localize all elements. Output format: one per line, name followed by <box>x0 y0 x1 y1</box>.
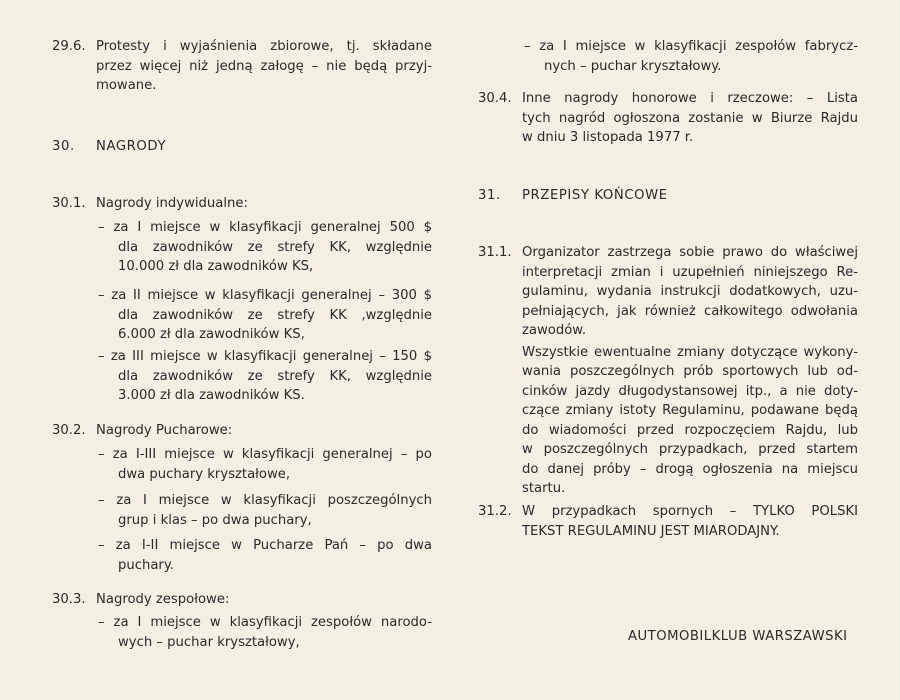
text-line: grup i klas – po dwa puchary, <box>118 512 312 528</box>
text-line: zawodów. <box>522 323 587 338</box>
text-line: przez więcej niż jedną załogę – nie będą przyj- <box>96 58 432 74</box>
text-line: Inne nagrody honorowe i rzeczowe: – Lista <box>522 91 858 106</box>
section-30-4 <box>478 89 858 148</box>
text-line: dla zawodników ze strefy KK, względnie <box>118 239 432 255</box>
list-item <box>98 613 432 652</box>
text-line: 10.000 zł dla zawodników KS, <box>118 259 314 274</box>
section-30-2 <box>52 421 432 441</box>
section-number: 29.6. <box>52 39 86 54</box>
list-item <box>98 286 432 345</box>
text-line: do danej próby – drogą ogłoszenia na miejscu <box>522 461 858 477</box>
text-line: startu. <box>522 481 566 496</box>
text-line: – za III miejsce w klasyfikacji generalnej – 150 $ <box>98 349 432 364</box>
section-number: 31. <box>478 188 501 203</box>
text-line: 6.000 zł dla zawodników KS, <box>118 327 305 342</box>
section-30-3 <box>52 590 432 610</box>
section-number: 30.3. <box>52 592 86 607</box>
section-30-heading <box>52 137 167 157</box>
text-line: Wszystkie ewentualne zmiany dotyczące wykony- <box>522 344 858 360</box>
list-item <box>98 347 432 406</box>
section-number: 30.4. <box>478 91 512 106</box>
section-title: Nagrody Pucharowe: <box>96 423 233 438</box>
text-line: nych – puchar kryształowy. <box>544 58 722 74</box>
text-line: Protesty i wyjaśnienia zbiorowe, tj. składane <box>96 39 432 54</box>
list-item <box>98 536 432 575</box>
text-line: w poszczególnych przypadkach, przed startem <box>522 442 858 457</box>
text-line: dla zawodników ze strefy KK ,względnie <box>118 307 432 323</box>
text-line: interpretacji zmian i uzupełnień niniejszego Re- <box>522 264 858 280</box>
section-title: NAGRODY <box>96 139 167 154</box>
text-line: pełniających, jak również całkowitego odwołania <box>522 303 858 319</box>
text-line: dwa puchary kryształowe, <box>118 466 291 482</box>
text-line: gulaminu, wydania instrukcji dodatkowych, uzu- <box>522 284 858 299</box>
text-line: – za I-III miejsce w klasyfikacji generalnej – po <box>98 447 432 462</box>
section-31-2 <box>478 502 858 541</box>
list-item <box>98 218 432 277</box>
section-30-1 <box>52 194 432 214</box>
section-number: 31.1. <box>478 245 512 260</box>
signature: AUTOMOBILKLUB WARSZAWSKI <box>628 629 848 644</box>
text-line: – za I miejsce w klasyfikacji zespołów fabrycz- <box>524 39 858 54</box>
section-number: 30. <box>52 139 75 154</box>
text-line: cinków jazdy długodystansowej itp., a nie doty- <box>522 383 858 399</box>
text-line: do wiadomości przed rozpoczęciem Rajdu, lub <box>522 422 858 438</box>
section-number: 31.2. <box>478 504 512 519</box>
text-line: – za I miejsce w klasyfikacji zespołów narodo- <box>98 615 432 630</box>
text-line: W przypadkach spornych – TYLKO POLSKI <box>522 504 858 519</box>
text-line: czące zmiany istoty Regulaminu, podawane będą <box>522 403 858 418</box>
section-title: PRZEPISY KOŃCOWE <box>522 188 668 203</box>
section-29-6 <box>52 37 432 96</box>
text-line: wych – puchar kryształowy, <box>118 634 300 650</box>
list-item <box>98 491 432 530</box>
text-line: tych nagród ogłoszona zostanie w Biurze Rajdu <box>522 110 858 126</box>
text-line: – za II miejsce w klasyfikacji generalnej – 300 $ <box>98 288 432 303</box>
section-title: Nagrody zespołowe: <box>96 592 230 607</box>
text-line: puchary. <box>118 557 174 573</box>
text-line: 3.000 zł dla zawodników KS. <box>118 388 305 403</box>
text-line: dla zawodników ze strefy KK, względnie <box>118 368 432 384</box>
text-line: TEKST REGULAMINU JEST MIARODAJNY. <box>522 523 780 539</box>
list-item <box>98 445 432 484</box>
text-line: w dniu 3 listopada 1977 r. <box>522 130 694 145</box>
text-line: – za I miejsce w klasyfikacji poszczególnych <box>98 493 432 508</box>
section-31-heading <box>478 186 668 206</box>
text-line: – za I-II miejsce w Pucharze Pań – po dwa <box>98 538 432 553</box>
text-line: – za I miejsce w klasyfikacji generalnej 500 $ <box>98 220 432 235</box>
text-line: mowane. <box>96 78 157 93</box>
section-title: Nagrody indywidualne: <box>96 196 248 211</box>
section-number: 30.1. <box>52 196 86 211</box>
text-line: wania poszczególnych prób sportowych lub od- <box>522 364 858 379</box>
list-item-continued <box>524 37 858 76</box>
section-number: 30.2. <box>52 423 86 438</box>
section-31-1 <box>478 243 858 499</box>
text-line: Organizator zastrzega sobie prawo do właściwej <box>522 245 858 260</box>
